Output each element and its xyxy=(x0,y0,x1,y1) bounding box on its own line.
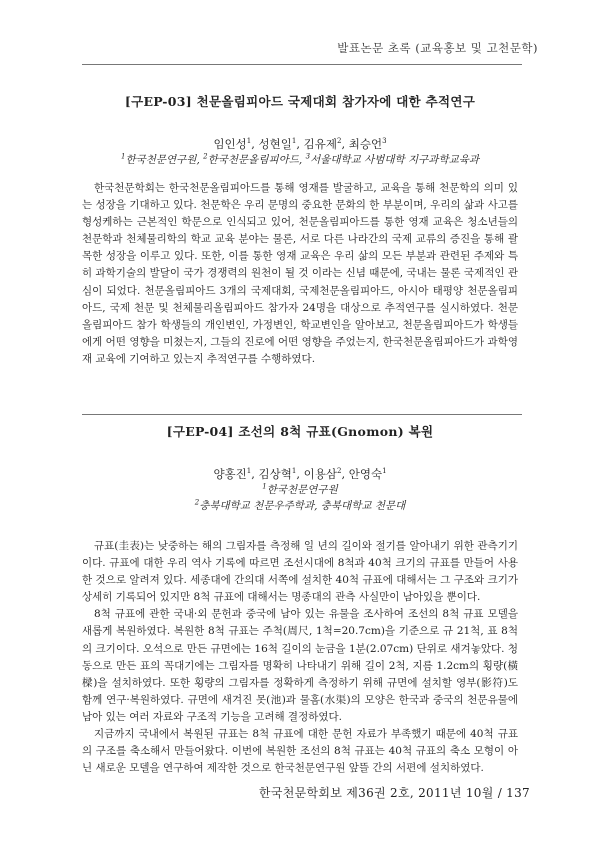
author-list: 양홍진$^1$, 김상혁$^1$, 이용삼$^2$, 안영숙$^1$ xyxy=(213,467,387,481)
page-footer: 한국천문학회보 제36권 2호, 2011년 10월 / 137 xyxy=(258,786,530,800)
author-name: 임인성 xyxy=(213,137,247,151)
section-rule xyxy=(82,414,522,415)
affiliation-line xyxy=(82,482,518,498)
abstract-paragraph: 한국천문학회는 한국천문올림피아드를 통해 영재를 발굴하고, 교육을 통해 천문학의 의미 있는 성장을 기대하고 있다. 천문학은 우리 문명의 중요한 문화의 한 부분이며, 우리의 삶과 사고를 형성케하는 근본적인 학문으로 인식되고 있어, 천문올림피아드를 통한 영재 교육은 청소년들의 천문학과 천체물리학의 학교 교육 분야는 물론, 서로 다른 나라간의 국제 교류의 증진을 통해 괄목한 성장을 이루고 있다. 또한, 이를 통한 영재 교육은 우리 삶의 모든 부분과 관련된 주제와 특히 과학기술의 발달이 국가 경쟁력의 원천이 될 것 이라는 신념 때문에, 국내는 물론 국제적인 관심이 되었다. 천문올림피아드 3개의 국제대회, 국제천문올림피아드, 아시아 태평양 천문올림피아드, 국제 천문 및 천체물리올림피아드 참가자 24명을 대상으로 추적연구를 실시하였다. 천문올림피아드 참가 학생들의 개인변인, 가정변인, 학교변인을 알아보고, 천문올림피아드가 학생들에게 어떤 영향을 미쳤는지, 그들의 진로에 어떤 영향을 주었는지, 한국천문올림피아드가 과학영재 교육에 기여하고 있는지 추적연구를 수행하였다. xyxy=(82,182,518,365)
author-sup: 1 xyxy=(382,467,387,476)
affiliation: 한국천문연구원 xyxy=(266,484,338,496)
affiliation: 서울대학교 사범대학 지구과학교육과 xyxy=(310,154,480,166)
author-name: 이용삼 xyxy=(303,467,337,481)
affiliation: 한국천문올림피아드 xyxy=(207,154,299,166)
author-sup: 3 xyxy=(382,137,387,146)
affiliation-list: $^1$한국천문연구원, $^2$한국천문올림피아드, $^3$서울대학교 사범대학 지구과학교육과 xyxy=(120,152,480,166)
affil-sup: 1 xyxy=(120,152,126,161)
abstract-paragraph: 지금까지 국내에서 복원된 규표는 8척 규표에 대한 문헌 자료가 부족했기 때문에 40척 규표의 구조를 축소해서 만들어왔다. 이번에 복원한 조선의 8척 규표는 40척 규표의 축소 모형이 아닌 새로운 모델을 연구하여 제작한 것으로 한국천문연구원 앞뜰 간의 서편에 설치하였다. xyxy=(82,728,518,775)
abstract-ep04 xyxy=(82,422,518,777)
header-rule xyxy=(82,64,522,65)
author-name: 김유제 xyxy=(303,137,337,151)
author-name: 최승언 xyxy=(348,137,383,151)
affiliation: 충북대학교 천문우주학과, 충북대학교 천문대 xyxy=(199,500,406,512)
author-name: 안영숙 xyxy=(348,467,383,481)
author-sup: 2 xyxy=(336,467,342,476)
affiliation: 한국천문연구원 xyxy=(125,154,197,166)
running-header: 발표논문 초록 (교육홍보 및 고천문학) xyxy=(337,41,538,55)
author-sup: 1 xyxy=(291,467,297,476)
affiliation-line xyxy=(82,498,518,514)
affil-sup: 1 xyxy=(262,482,267,491)
abstract-paragraph: 규표(圭表)는 낮중하는 해의 그림자를 측정해 일 년의 길이와 절기를 알아내기 위한 관측기기이다. 규표에 대한 우리 역사 기록에 따르면 조선시대에 8척과 40척 크기의 규표를 만들어 사용한 것으로 알려져 있다. 세종대에 간의대 서쪽에 설치한 40척 규표에 대해서는 그 구조와 크기가 상세히 기록되어 있지만 8척 규표에 대해서는 명종대의 관측 사실만이 남아있을 뿐이다. xyxy=(82,540,518,604)
author-name: 김상혁 xyxy=(258,467,292,481)
affil-sup: 2 xyxy=(203,152,208,161)
author-sup: 1 xyxy=(291,137,297,146)
author-list: 임인성$^1$, 성현일$^1$, 김유제$^2$, 최승언$^3$ xyxy=(213,137,387,151)
affil-sup: 2 xyxy=(194,498,200,507)
author-sup: 2 xyxy=(336,137,342,146)
abstract-ep03 xyxy=(82,92,518,368)
author-sup: 1 xyxy=(246,467,252,476)
abstract-paragraph: 8척 규표에 관한 국내·외 문헌과 중국에 남아 있는 유물을 조사하여 조선의 8척 규표 모델을 새롭게 복원하였다. 복원한 8척 규표는 주척(周尺, 1척=20.7cm)을 기준으로 규 21척, 표 8척의 크기이다. 오석으로 만든 규면에는 16척 길이의 눈금을 1분(2.07cm) 단위로 새겨놓았다. 청동으로 만든 표의 꼭대기에는 그림자를 명확히 나타내기 위해 길이 2척, 지름 1.2cm의 횡량(橫樑)을 설치하였다. 또한 횡량의 그림자를 정확하게 측정하기 위해 규면에 설치할 영부(影符)도 함께 연구·복원하였다. 규면에 새겨진 못(池)과 물홈(水渠)의 모양은 한국과 중국의 천문유물에 남아 있는 여러 자료와 구조적 기능을 고려해 결정하였다. xyxy=(82,608,518,723)
author-name: 양홍진 xyxy=(213,467,247,481)
author-sup: 1 xyxy=(246,137,252,146)
abstract-title: [구EP-03] 천문올림피아드 국제대회 참가자에 대한 추적연구 xyxy=(124,94,476,109)
affil-sup: 3 xyxy=(305,152,311,161)
author-name: 성현일 xyxy=(258,137,292,151)
abstract-title: [구EP-04] 조선의 8척 규표(Gnomon) 복원 xyxy=(166,424,434,439)
